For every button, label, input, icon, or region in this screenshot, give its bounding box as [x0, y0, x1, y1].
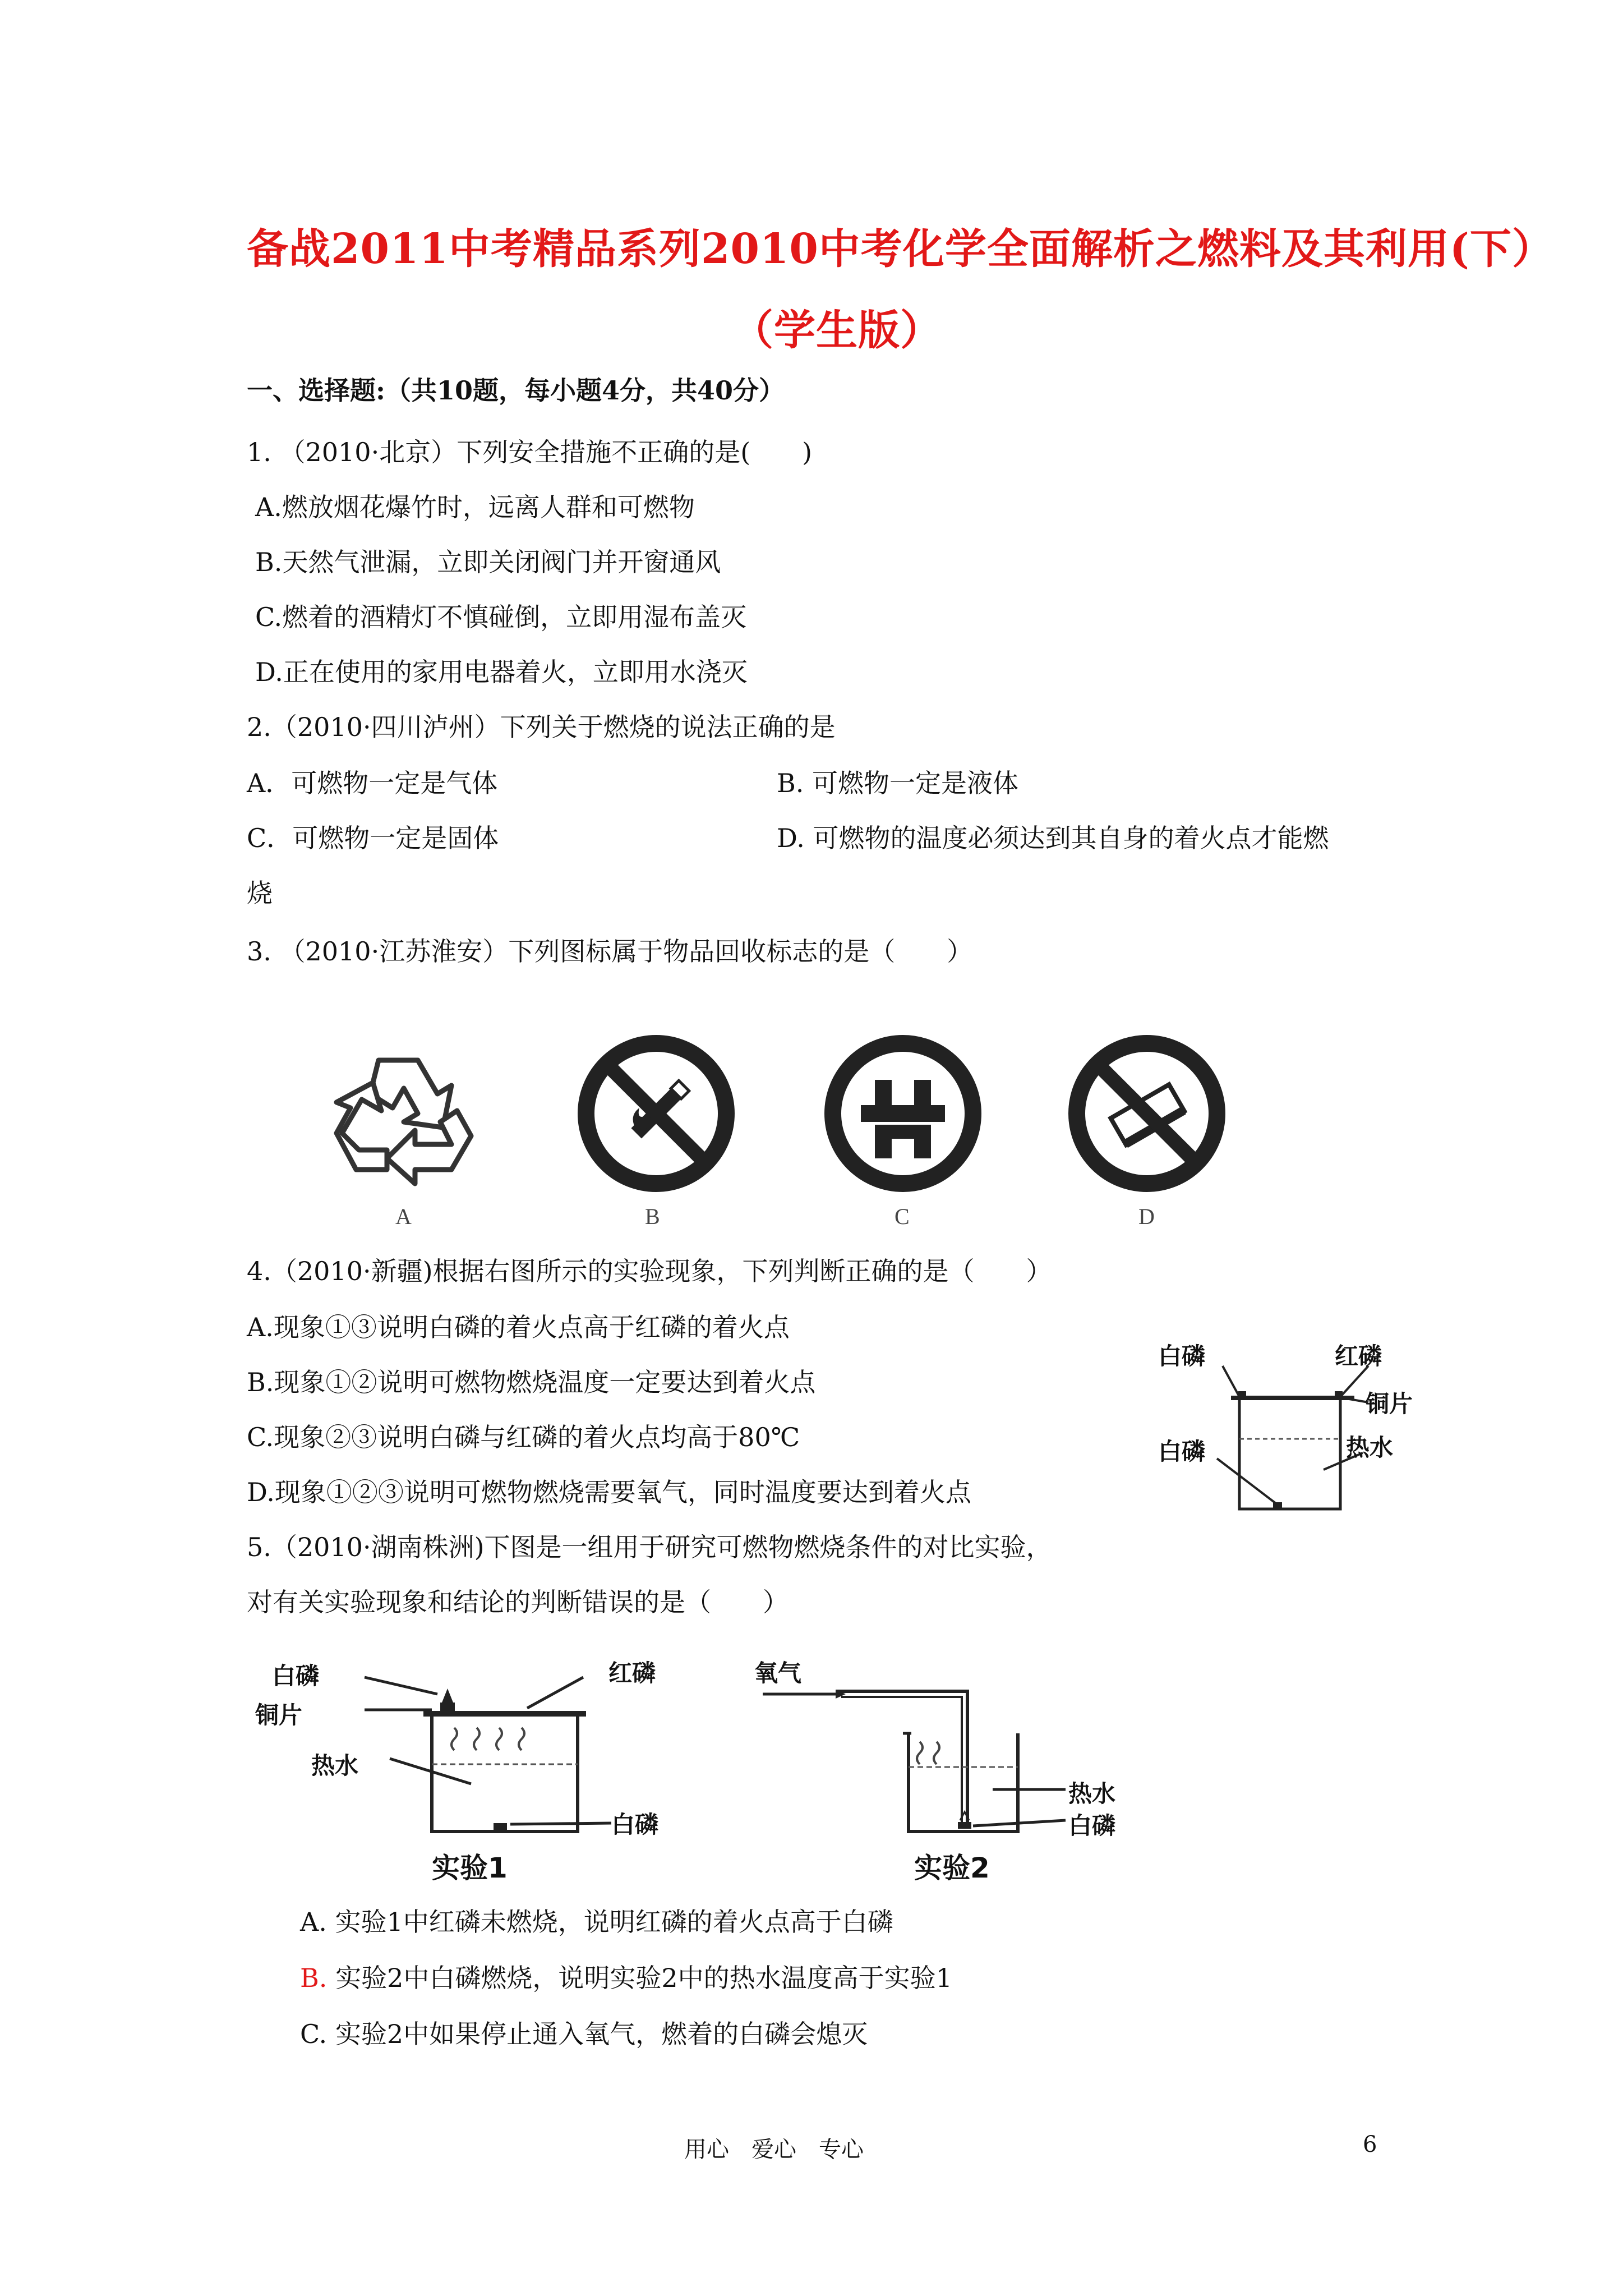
question-5-option-b-letter: B.: [300, 1963, 328, 1993]
question-4-option-a: A.现象①③说明白磷的着火点高于红磷的着火点: [247, 1312, 790, 1342]
question-1-option-b: B.天然气泄漏，立即关闭阀门并开窗通风: [255, 547, 721, 577]
q5-exp1-caption: 实验1: [432, 1852, 508, 1884]
question-5-option-c: [300, 2014, 868, 2051]
q4-label-white-phosphorus-top: 白磷: [1158, 1342, 1206, 1370]
question-5-option-b: [300, 1958, 952, 1995]
q5-exp2-label-white-phosphorus: 白磷: [1068, 1812, 1116, 1839]
document-title: 备战2011中考精品系列2010中考化学全面解析之燃料及其利用(下）: [247, 225, 1554, 273]
question-5-option-a-text: 实验1中红磷未燃烧，说明红磷的着火点高于白磷: [335, 1907, 893, 1937]
q5-exp1-label-copper-sheet: 铜片: [255, 1701, 303, 1729]
section-heading: 一、选择题:（共10题，每小题4分，共40分）: [247, 375, 785, 406]
q5-exp1-label-hot-water: 热水: [311, 1752, 359, 1779]
question-5-stem-line1: 5.（2010·湖南株洲)下图是一组用于研究可燃物燃烧条件的对比实验，: [247, 1532, 1052, 1562]
question-3-icon-label-d: D: [1138, 1204, 1155, 1229]
question-3-icon-label-b: B: [645, 1204, 660, 1229]
no-fire-icon: [822, 1032, 984, 1195]
question-1-stem: 1. （2010·北京）下列安全措施不正确的是( ): [247, 437, 813, 467]
q5-exp1-label-red-phosphorus: 红磷: [608, 1659, 656, 1687]
question-4-stem: 4.（2010·新疆)根据右图所示的实验现象，下列判断正确的是（ ）: [247, 1256, 1052, 1286]
recycle-icon: [322, 1038, 479, 1195]
question-4-option-c: C.现象②③说明白磷与红磷的着火点均高于80℃: [247, 1422, 800, 1452]
question-5-option-a-letter: A.: [300, 1907, 327, 1937]
question-3-icon-label-a: A: [395, 1204, 412, 1229]
q5-exp1-label-white-phosphorus-bottom: 白磷: [611, 1811, 659, 1838]
q4-label-copper-sheet: 铜片: [1366, 1390, 1413, 1418]
no-fireworks-icon: [1066, 1032, 1228, 1195]
question-2-stem: 2.（2010·四川泸州）下列关于燃烧的说法正确的是: [247, 712, 836, 742]
question-2-option-d-wrap: 烧: [247, 878, 273, 908]
question-1-option-d: D.正在使用的家用电器着火，立即用水浇灭: [255, 657, 748, 687]
question-3-stem: 3. （2010·江苏淮安）下列图标属于物品回收标志的是（ ）: [247, 936, 973, 967]
no-smoking-icon: [575, 1032, 737, 1195]
question-4-option-d: D.现象①②③说明可燃物燃烧需要氧气，同时温度要达到着火点: [247, 1477, 971, 1507]
q5-exp2-label-hot-water: 热水: [1068, 1780, 1116, 1807]
question-1-option-c: C.燃着的酒精灯不慎碰倒，立即用湿布盖灭: [255, 602, 747, 632]
question-5-stem-line2: 对有关实验现象和结论的判断错误的是（ ）: [247, 1587, 789, 1617]
page-number: 6: [1363, 2132, 1377, 2157]
question-3-icon-label-c: C: [895, 1204, 910, 1229]
q4-label-white-phosphorus-water: 白磷: [1158, 1438, 1206, 1465]
q4-label-hot-water: 热水: [1346, 1434, 1394, 1461]
footer-motto: 用心 爱心 专心: [684, 2137, 864, 2162]
question-2-option-d: D. 可燃物的温度必须达到其自身的着火点才能燃: [777, 823, 1329, 853]
q5-exp2-label-oxygen: 氧气: [754, 1659, 802, 1687]
question-1-option-a: A.燃放烟花爆竹时，远离人群和可燃物: [255, 492, 695, 522]
q5-exp1-label-white-phosphorus-top: 白磷: [272, 1662, 320, 1690]
question-5-option-c-text: 实验2中如果停止通入氧气，燃着的白磷会熄灭: [335, 2019, 868, 2049]
question-5-option-a: [300, 1902, 893, 1939]
question-2-option-b: B. 可燃物一定是液体: [777, 768, 1019, 798]
question-4-option-b: B.现象①②说明可燃物燃烧温度一定要达到着火点: [247, 1367, 816, 1397]
document-subtitle: （学生版）: [732, 306, 942, 355]
question-5-option-c-letter: C.: [300, 2019, 328, 2049]
question-2-option-a: A．可燃物一定是气体: [247, 768, 498, 798]
question-2-option-c: C．可燃物一定是固体: [247, 823, 499, 853]
q4-label-red-phosphorus: 红磷: [1335, 1342, 1382, 1370]
question-5-option-b-text: 实验2中白磷燃烧，说明实验2中的热水温度高于实验1: [335, 1963, 952, 1993]
q5-exp2-caption: 实验2: [914, 1852, 990, 1884]
